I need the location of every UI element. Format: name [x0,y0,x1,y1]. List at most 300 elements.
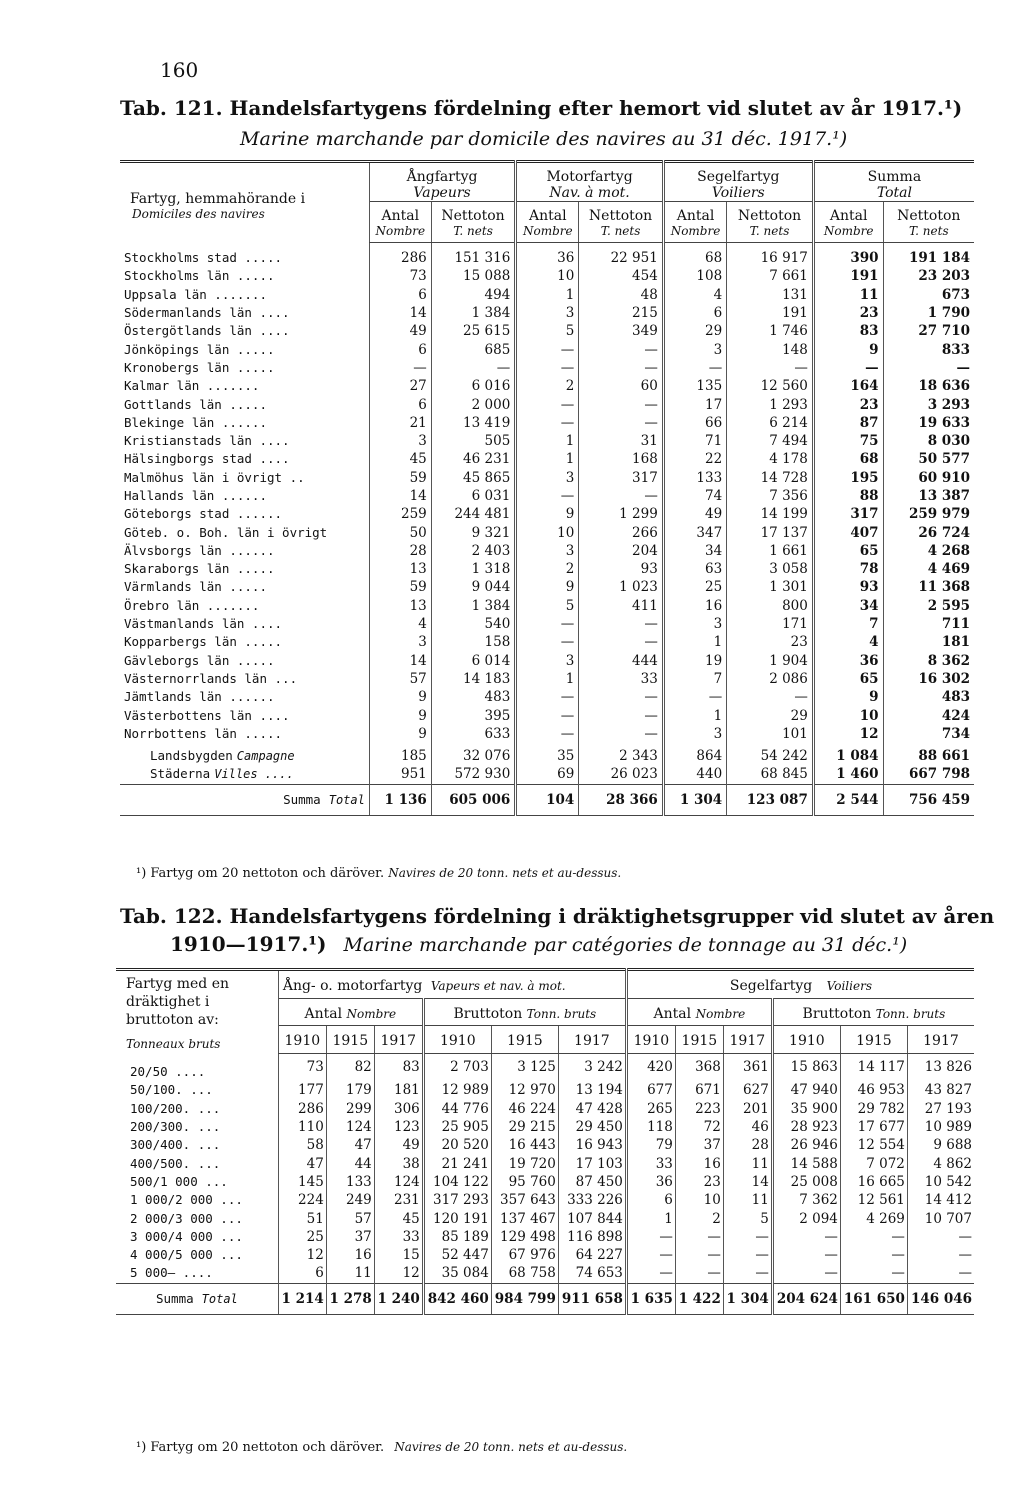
tab121-body [120,243,974,816]
table-cell: 25 008 [772,1173,840,1191]
table-cell: 93 [579,560,664,578]
table-cell: 4 [813,633,883,651]
row-label: Gävleborgs län ..... [124,652,275,668]
table-cell: 734 [883,725,974,743]
table-cell: — [772,1246,840,1264]
table-cell: 83 [813,322,883,340]
row-label: 200/300. ... [130,1119,221,1135]
table-cell: 33 [374,1228,423,1246]
table-cell: 266 [579,523,664,541]
tab121-title-text: Handelsfartygens fördelning efter hemort vid slutet av år 1917.¹) [229,96,963,120]
col-nettoton: Nettoton T. nets [579,202,664,243]
table-cell: 1 [663,706,726,724]
table-cell: 36 [516,243,579,268]
table-cell: 1 746 [727,322,814,340]
row-label: 500/1 000 ... [130,1173,228,1189]
table-cell: 201 [723,1100,772,1118]
row-label: 400/500. ... [130,1155,221,1171]
table-cell: 13 [369,597,431,615]
table-cell: 16 [326,1246,374,1264]
table-cell: 49 [369,322,431,340]
table-cell: 87 450 [558,1173,626,1191]
table-cell: — [516,414,579,432]
table-cell: 36 [626,1173,675,1191]
table-cell: 3 293 [883,395,974,413]
table-cell: 13 387 [883,487,974,505]
row-label: Västmanlands län .... [124,616,283,632]
group-header-angfartyg: Ångfartyg [369,162,515,186]
table-cell: 424 [883,706,974,724]
group-header-motorfartyg: Motorfartyg [516,162,664,186]
table-cell: 395 [431,706,516,724]
table-row [120,469,974,487]
table-cell: 7 356 [727,487,814,505]
table-cell: 3 058 [727,560,814,578]
table-cell: 1 301 [727,578,814,596]
table-row [120,765,974,784]
table-cell: 2 [675,1209,723,1227]
year-header: 1910 [772,1026,840,1053]
table-cell: 1 [626,1209,675,1227]
table-row [120,267,974,285]
group-header-summa: Summa [813,162,974,186]
table-cell: 50 [369,523,431,541]
year-header: 1915 [326,1026,374,1053]
table-cell: 4 [663,286,726,304]
table-cell: — [840,1264,907,1283]
table-cell: 627 [723,1081,772,1099]
table-cell: 7 362 [772,1191,840,1209]
table-cell: 667 798 [883,765,974,784]
table-cell: 51 [278,1209,326,1227]
tab122-title-text: Handelsfartygens fördelning i dräktighetsgrupper vid slutet av åren [229,904,995,928]
table-cell: — [431,359,516,377]
table-cell: 29 [663,322,726,340]
table-cell: 3 [516,542,579,560]
table-cell: 133 [326,1173,374,1191]
table-cell: 5 [516,322,579,340]
row-label-fr: Villes .... [214,767,294,782]
row-label: 1 000/2 000 ... [130,1192,243,1208]
table-cell: 60 910 [883,469,974,487]
table-cell: 633 [431,725,516,743]
table-cell: 34 [663,542,726,560]
table-row [116,1081,974,1099]
table-cell: 454 [579,267,664,285]
table-cell: 1 214 [278,1283,326,1314]
table-cell: 368 [675,1053,723,1081]
table-cell: 59 [369,578,431,596]
table-cell: — [727,688,814,706]
table-cell: 7 [663,670,726,688]
table-row [120,743,974,765]
table-cell: 19 [663,652,726,670]
table-cell: 1 304 [663,784,726,815]
row-label: Värmlands län ..... [124,579,267,595]
table-cell: 19 633 [883,414,974,432]
table-cell: 440 [663,765,726,784]
table-cell: 3 [369,432,431,450]
table-cell: 2 595 [883,597,974,615]
table-cell: 1 293 [727,395,814,413]
table-row [120,688,974,706]
row-label: 50/100. ... [130,1082,213,1098]
table-cell: 14 [369,652,431,670]
table-cell: 36 [813,652,883,670]
table-cell: 75 [813,432,883,450]
table-cell: 215 [579,304,664,322]
table-cell: 677 [626,1081,675,1099]
table-cell: 88 [813,487,883,505]
table-cell: 21 241 [423,1154,491,1172]
table-cell: 35 [516,743,579,765]
row-label: 100/200. ... [130,1100,221,1116]
table-cell: 13 194 [558,1081,626,1099]
table-cell: 306 [374,1100,423,1118]
table-cell: 224 [278,1191,326,1209]
table-cell: — [907,1228,974,1246]
table-cell: 12 [813,725,883,743]
table-cell: 6 [369,286,431,304]
table-cell: — [626,1264,675,1283]
table-cell: 10 542 [907,1173,974,1191]
table-cell: 23 203 [883,267,974,285]
table-row [120,505,974,523]
table-cell: 110 [278,1118,326,1136]
table-cell: 2 094 [772,1209,840,1227]
table-cell: 833 [883,340,974,358]
table-cell: 1 304 [723,1283,772,1314]
table-cell: 605 006 [431,784,516,815]
table-cell: 151 316 [431,243,516,268]
table-cell: 7 [813,615,883,633]
table-cell: — [579,395,664,413]
table-cell: 161 650 [840,1283,907,1314]
table-row [116,1100,974,1118]
table-cell: 3 [663,615,726,633]
table-cell: 35 900 [772,1100,840,1118]
table-cell: 26 724 [883,523,974,541]
table-cell: — [369,359,431,377]
table-cell: 50 577 [883,450,974,468]
year-header: 1910 [423,1026,491,1053]
table-cell: 181 [883,633,974,651]
table-cell: 4 469 [883,560,974,578]
stub-header-fr: Domiciles des navires [132,206,265,221]
table-cell: 16 917 [727,243,814,268]
table-cell: 46 [723,1118,772,1136]
tab122-footnote: ¹) Fartyg om 20 nettoton och däröver. Navires de 20 tonn. nets et au-dessus. [136,1440,628,1455]
table-cell: — [626,1246,675,1264]
row-label: Blekinge län ...... [124,414,267,430]
table-cell: 9 [813,688,883,706]
table-cell: 244 481 [431,505,516,523]
table-cell: 107 844 [558,1209,626,1227]
table-cell: 22 [663,450,726,468]
table-cell: 18 636 [883,377,974,395]
table-cell: 17 677 [840,1118,907,1136]
table-cell: 37 [675,1136,723,1154]
table-cell: 164 [813,377,883,395]
table-cell: 25 [278,1228,326,1246]
table-cell: — [579,615,664,633]
row-label-sv: Landsbygden [150,748,233,764]
row-label: Östergötlands län .... [124,323,290,339]
table-cell: 17 137 [727,523,814,541]
group-fr-nav-mot: Nav. à mot. [516,185,664,202]
table-cell: 12 560 [727,377,814,395]
table-cell: 14 588 [772,1154,840,1172]
tab122-title [120,904,994,928]
table-cell: 2 703 [423,1053,491,1081]
table-cell: 171 [727,615,814,633]
row-label: Kronobergs län ..... [124,359,275,375]
table-cell: 204 624 [772,1283,840,1314]
table-cell: 671 [675,1081,723,1099]
tab121-title [120,96,962,120]
table-cell: 1 023 [579,578,664,596]
table-cell: — [675,1246,723,1264]
table-cell: 14 199 [727,505,814,523]
table-cell: 17 103 [558,1154,626,1172]
table-cell: 1 384 [431,304,516,322]
table-cell: 23 [675,1173,723,1191]
table-cell: 69 [516,765,579,784]
table-cell: 7 494 [727,432,814,450]
tab122-subtitle: Marine marchande par catégories de tonnage au 31 déc.¹) [343,934,908,956]
table-cell: 286 [278,1100,326,1118]
table-cell: 95 760 [491,1173,558,1191]
table-row [120,377,974,395]
row-label: Stockholms län ..... [124,268,275,284]
year-header: 1910 [626,1026,675,1053]
year-header: 1917 [723,1026,772,1053]
row-label: Norrbottens län ..... [124,725,283,741]
table-cell: 34 [813,597,883,615]
table-row [116,1154,974,1172]
table-cell: 11 [813,286,883,304]
table-cell: 9 321 [431,523,516,541]
table-cell: — [675,1228,723,1246]
table-cell: 10 [516,523,579,541]
year-header: 1917 [558,1026,626,1053]
table-cell: 63 [663,560,726,578]
row-label: Hallands län ...... [124,488,267,503]
table-cell: 124 [326,1118,374,1136]
table-cell: 52 447 [423,1246,491,1264]
table-cell: 572 930 [431,765,516,784]
table-cell: 28 [723,1136,772,1154]
table-cell: 47 [326,1136,374,1154]
table-cell: — [579,725,664,743]
table-cell: 185 [369,743,431,765]
table-cell: 357 643 [491,1191,558,1209]
table-cell: 120 191 [423,1209,491,1227]
table-row [120,670,974,688]
table-cell: 35 084 [423,1264,491,1283]
table-row [116,1136,974,1154]
table-cell: 14 117 [840,1053,907,1081]
table-cell: 3 125 [491,1053,558,1081]
table-cell: — [579,359,664,377]
table-cell: 13 826 [907,1053,974,1081]
table-cell: 4 862 [907,1154,974,1172]
table-cell: 1 661 [727,542,814,560]
row-label: Kalmar län ....... [124,378,260,394]
table-cell: 347 [663,523,726,541]
table-cell: 9 [516,505,579,523]
table-cell: 57 [369,670,431,688]
table-cell: 191 184 [883,243,974,268]
table-cell: — [907,1264,974,1283]
row-label: Södermanlands län .... [124,305,290,321]
table-cell: 29 782 [840,1100,907,1118]
table-cell: 68 845 [727,765,814,784]
table-cell: 12 989 [423,1081,491,1099]
table-cell: 483 [883,688,974,706]
table-cell: 21 [369,414,431,432]
table-cell: 16 443 [491,1136,558,1154]
table-cell: 7 072 [840,1154,907,1172]
table-cell: 85 189 [423,1228,491,1246]
table-cell: 1 [663,633,726,651]
table-row [116,1191,974,1209]
table-cell: 2 403 [431,542,516,560]
table-row [120,243,974,268]
tab122-col-antal: Antal Nombre [278,998,423,1025]
table-cell: 22 951 [579,243,664,268]
table-cell: 1 [516,670,579,688]
table-cell: 10 707 [907,1209,974,1227]
table-cell: 12 561 [840,1191,907,1209]
table-cell: 673 [883,286,974,304]
table-row [116,1118,974,1136]
tab122-group-steam-motor: Ång- o. motorfartyg Vapeurs et nav. à mot. [278,970,626,999]
table-row [116,1283,974,1314]
table-cell: 6 214 [727,414,814,432]
table-row [120,395,974,413]
table-cell: 191 [813,267,883,285]
table-cell: 67 976 [491,1246,558,1264]
table-cell: 58 [278,1136,326,1154]
table-cell: 2 [516,377,579,395]
table-cell: 12 970 [491,1081,558,1099]
table-row [120,286,974,304]
row-label: Älvsborgs län ...... [124,542,275,558]
row-label [120,743,369,765]
table-cell: 72 [675,1118,723,1136]
table-cell: 14 [723,1173,772,1191]
row-label: Gottlands län ..... [124,396,267,412]
table-cell: 68 [663,243,726,268]
row-label: Stockholms stad ..... [124,249,283,265]
table-cell: 10 989 [907,1118,974,1136]
table-cell: 9 [369,688,431,706]
table-cell: — [840,1228,907,1246]
table-cell: 74 653 [558,1264,626,1283]
table-cell: — [516,359,579,377]
table-cell: 23 [727,633,814,651]
table-cell: 1 635 [626,1283,675,1314]
table-cell: 78 [813,560,883,578]
page-number: 160 [160,58,199,82]
table-cell: 83 [374,1053,423,1081]
table-cell: 3 [516,652,579,670]
table-cell: — [727,359,814,377]
table-row [120,615,974,633]
table-cell: 9 [369,725,431,743]
table-cell: 27 710 [883,322,974,340]
table-cell: 15 863 [772,1053,840,1081]
table-cell: 2 343 [579,743,664,765]
table-cell: 27 [369,377,431,395]
table-cell: 8 362 [883,652,974,670]
table-cell: 2 544 [813,784,883,815]
table-cell: 158 [431,633,516,651]
table-cell: 1 904 [727,652,814,670]
row-label [120,784,369,815]
table-cell: 4 178 [727,450,814,468]
table-cell: 116 898 [558,1228,626,1246]
table-cell: 9 688 [907,1136,974,1154]
table-row [120,560,974,578]
table-cell: 9 [516,578,579,596]
row-label-fr: Total [328,792,365,807]
row-label: 2 000/3 000 ... [130,1210,243,1226]
table-row [120,633,974,651]
table-cell: 88 661 [883,743,974,765]
row-label: 5 000— .... [130,1265,213,1281]
tab122-group-sail: Segelfartyg Voiliers [626,970,974,999]
table-cell: 286 [369,243,431,268]
table-cell: 33 [626,1154,675,1172]
table-cell: 28 [369,542,431,560]
table-row [120,304,974,322]
table-cell: 223 [675,1100,723,1118]
table-cell: 685 [431,340,516,358]
table-cell: 93 [813,578,883,596]
table-cell: 265 [626,1100,675,1118]
tab122-number: Tab. 122. [120,904,223,928]
table-cell: 361 [723,1053,772,1081]
table-cell: 951 [369,765,431,784]
table-cell: 1 460 [813,765,883,784]
table-cell: — [840,1246,907,1264]
table-cell: 231 [374,1191,423,1209]
table-row [116,1173,974,1191]
table-row [120,450,974,468]
table-cell: 11 [326,1264,374,1283]
table-row [116,1246,974,1264]
table-cell: 191 [727,304,814,322]
table-cell: 407 [813,523,883,541]
table-cell: — [663,688,726,706]
table-cell: 43 827 [907,1081,974,1099]
table-cell: — [579,487,664,505]
table-cell: 1 790 [883,304,974,322]
year-header: 1915 [491,1026,558,1053]
table-cell: 16 [675,1154,723,1172]
table-cell: 11 [723,1154,772,1172]
table-cell: 168 [579,450,664,468]
table-cell: 29 [727,706,814,724]
table-cell: 59 [369,469,431,487]
table-row [116,1209,974,1227]
table-cell: — [516,688,579,706]
table-row [120,322,974,340]
table-cell: 14 183 [431,670,516,688]
table-cell: 12 [278,1246,326,1264]
